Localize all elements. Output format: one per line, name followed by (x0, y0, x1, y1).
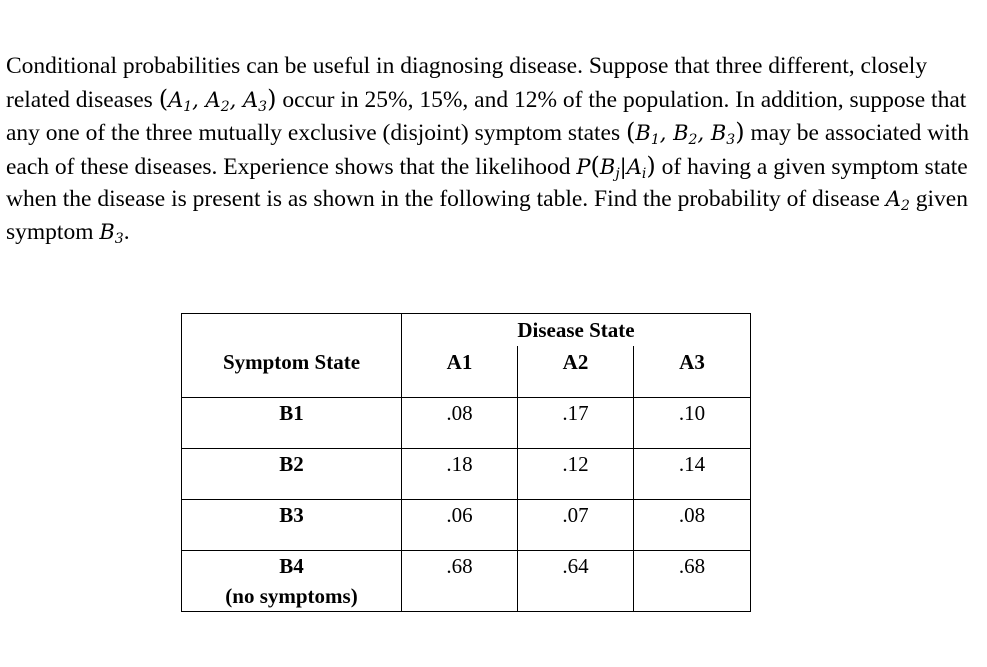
math-likelihood: $P(B_j|A_i)$ (576, 151, 656, 182)
table-cell: .17 (518, 398, 634, 449)
table-cell: .18 (402, 449, 518, 500)
math-paren: ) (735, 118, 745, 146)
symptom-header-cell-top (182, 314, 402, 347)
table-cell: .64 (518, 551, 634, 612)
table-cell: .68 (402, 551, 518, 612)
table-cell: .14 (634, 449, 751, 500)
math-a2: $A_2$ (885, 187, 910, 214)
table-header-row (182, 346, 751, 398)
problem-text-5: given symptom (6, 186, 968, 245)
symptom-state-label: Symptom State (222, 350, 361, 374)
math-diseases: $A_1$, $A_2$, $A_3$ (168, 87, 268, 115)
row-label-b2: B2 (182, 449, 402, 500)
column-header-a3: A3 (634, 346, 751, 398)
table-cell: .08 (402, 398, 518, 449)
table-row (182, 500, 751, 551)
row-sublabel-b4: (no symptoms) (225, 584, 358, 608)
math-paren: ) (267, 84, 277, 113)
problem-text-6: . (123, 218, 130, 245)
table-header-row-top (182, 314, 751, 347)
row-label-b4: B4 (no symptoms) (182, 551, 402, 612)
problem-text-3: may be associated with each of these diseases. Experience shows that the likelihood (6, 120, 970, 180)
row-label-b1: B1 (182, 398, 402, 449)
column-header-a1: A1 (402, 346, 518, 398)
table-cell: .68 (634, 551, 751, 612)
disease-state-header (402, 314, 751, 347)
problem-statement (6, 50, 981, 248)
table-cell: .06 (402, 500, 518, 551)
disease-state-label: Disease State (517, 318, 635, 342)
table-cell: .08 (634, 500, 751, 551)
symptom-state-header (182, 346, 402, 398)
math-symptoms: $B_1$, $B_2$, $B_3$ (635, 121, 736, 148)
problem-text-4: of having a given symptom state when the disease is present is as shown in the following table. Find the probability of disease (6, 153, 968, 212)
math-b3: $B_3$ (99, 219, 124, 247)
table-cell: .10 (634, 398, 751, 449)
table-row (182, 551, 751, 612)
table-row (182, 398, 751, 449)
row-label-b3: B3 (182, 500, 402, 551)
table-cell: .07 (518, 500, 634, 551)
problem-text-1: Conditional probabilities can be useful in diagnosing disease. Suppose that three different, closely related diseases (6, 53, 928, 113)
math-paren: ( (626, 118, 636, 146)
table-cell: .12 (518, 449, 634, 500)
table-row (182, 449, 751, 500)
problem-text-2: occur in 25%, 15%, and 12% of the population. In addition, suppose that any one of the three mutually exclusive (disjoint) symptom states (6, 86, 967, 146)
column-header-a2: A2 (518, 346, 634, 398)
math-paren: ( (158, 84, 169, 113)
likelihood-table (181, 313, 751, 612)
